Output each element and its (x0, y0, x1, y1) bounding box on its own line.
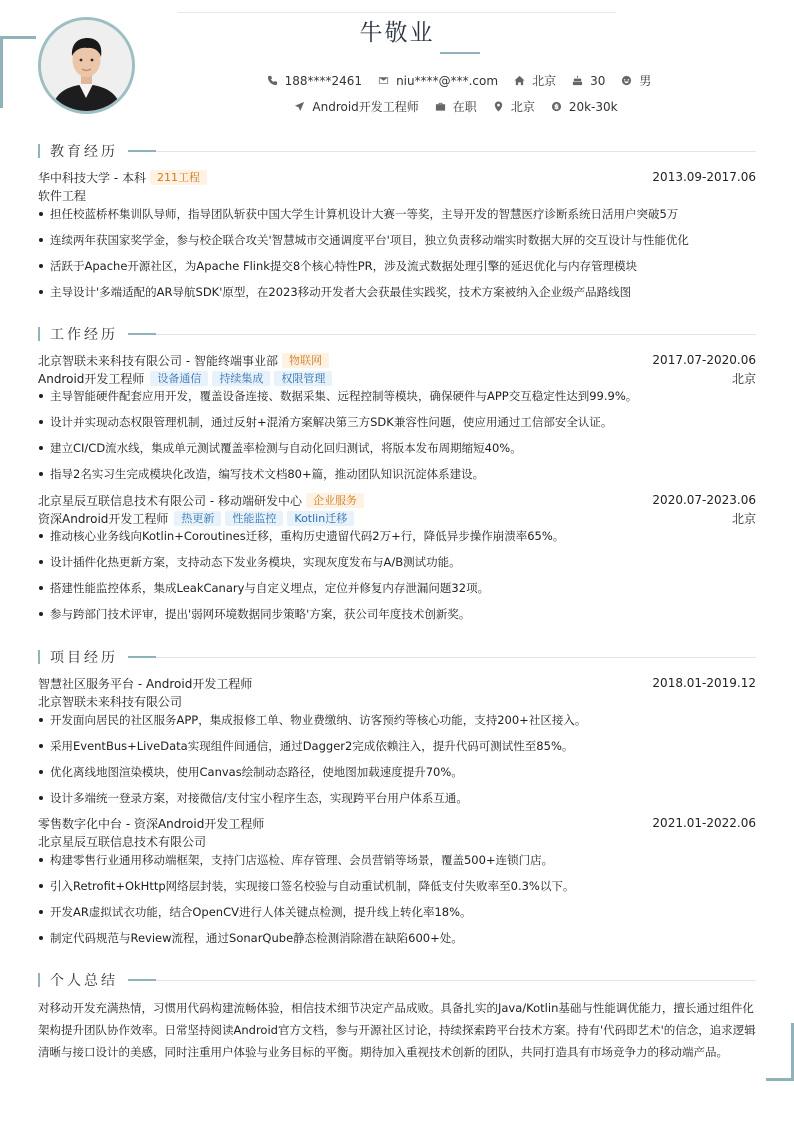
project-entry-2 (38, 814, 756, 957)
list-item: 活跃于Apache开源社区，为Apache Flink提交8个核心特性PR，涉及流式数据处理引擎的延迟优化与内存管理模块 (38, 259, 756, 285)
skill-tag: Kotlin迁移 (287, 511, 354, 526)
list-item: 连续两年获国家奖学金，参与校企联合攻关'智慧城市交通调度平台'项目，独立负责移动端实时数据大屏的交互设计与性能优化 (38, 233, 756, 259)
status-item (435, 98, 477, 115)
location-pin-icon (493, 101, 504, 112)
city-item (514, 72, 556, 89)
school-name: 华中科技大学 - 本科 (38, 170, 146, 185)
school-tag: 211工程 (150, 170, 207, 185)
name-underline (440, 52, 480, 54)
skill-tag: 持续集成 (212, 371, 270, 386)
skill-tag: 权限管理 (274, 371, 332, 386)
mail-icon (378, 75, 389, 86)
phone-icon (267, 75, 278, 86)
salary-text: 20k-30k (568, 99, 618, 114)
job-intent-row (0, 98, 794, 115)
project-header (38, 814, 756, 832)
section-label: 教育经历 (50, 144, 118, 160)
smiley-icon (621, 75, 632, 86)
company-name: 北京星辰互联信息技术有限公司 - 移动端研发中心 (38, 493, 302, 508)
list-item: 设计并实现动态权限管理机制，通过反射+混淆方案解决第三方SDK兼容性问题，使应用通过工信部安全认证。 (38, 415, 756, 441)
education-block (38, 168, 756, 311)
corner-decoration-bottom-right-h (766, 1078, 794, 1081)
education-major-row (38, 186, 756, 204)
age-item (572, 74, 605, 88)
list-item: 建立CI/CD流水线，集成单元测试覆盖率检测与自动化回归测试，将版本发布周期缩短40%。 (38, 441, 756, 467)
project-period: 2018.01-2019.12 (652, 676, 756, 690)
list-item: 开发AR虚拟试衣功能，结合OpenCV进行人体关键点检测，提升线上转化率18%。 (38, 905, 756, 931)
project-company: 北京星辰互联信息技术有限公司 (38, 834, 207, 849)
skill-tag: 性能监控 (225, 511, 283, 526)
section-label: 个人总结 (50, 973, 118, 989)
briefcase-icon (435, 101, 446, 112)
cake-icon (572, 75, 583, 86)
work-period: 2020.07-2023.06 (652, 493, 756, 507)
major: 软件工程 (38, 188, 87, 203)
list-item: 参与跨部门技术评审，提出'弱网环境数据同步策略'方案，获公司年度技术创新奖。 (38, 607, 756, 633)
section-label: 项目经历 (50, 650, 118, 666)
work-location: 北京 (731, 511, 756, 526)
list-item: 设计插件化热更新方案，支持动态下发业务模块，实现灰度发布与A/B测试功能。 (38, 555, 756, 581)
contact-row (0, 72, 794, 89)
section-accent-line (128, 656, 156, 658)
gender-text: 男 (639, 74, 652, 88)
project-header (38, 674, 756, 692)
list-item: 引入Retrofit+OkHttp网络层封装，实现接口签名校验与自动重试机制，降低支付失败率至0.3%以下。 (38, 879, 756, 905)
list-item: 优化离线地图渲染模块，使用Canvas绘制动态路径，使地图加载速度提升70%。 (38, 765, 756, 791)
project-company-row (38, 832, 756, 850)
work-entry-2 (38, 491, 756, 633)
work-role-row (38, 509, 756, 527)
work-location: 北京 (731, 371, 756, 386)
project-period: 2021.01-2022.06 (652, 816, 756, 830)
section-label: 工作经历 (50, 327, 118, 343)
project-company-row (38, 692, 756, 710)
section-bar (38, 327, 40, 341)
phone-item (267, 74, 362, 88)
work-header (38, 351, 756, 369)
section-bar (38, 144, 40, 158)
section-accent-line (128, 979, 156, 981)
target-city-text: 北京 (510, 100, 535, 114)
skill-tag: 热更新 (174, 511, 221, 526)
list-item: 主导设计'多端适配的AR导航SDK'原型，在2023移动开发者大会获最佳实践奖，技术方案被纳入企业级产品路线图 (38, 285, 756, 311)
section-divider (156, 980, 756, 981)
list-item: 开发面向居民的社区服务APP，集成报修工单、物业费缴纳、访客预约等核心功能，支持200+社区接入。 (38, 713, 756, 739)
industry-tag: 企业服务 (306, 493, 364, 508)
list-item: 主导智能硬件配套应用开发，覆盖设备连接、数据采集、远程控制等模块，确保硬件与APP交互稳定性达到99.9%。 (38, 389, 756, 415)
work-bullets (38, 389, 756, 493)
job-role: Android开发工程师 (38, 371, 145, 386)
education-header (38, 168, 756, 186)
work-period: 2017.07-2020.06 (652, 353, 756, 367)
list-item: 担任校蓝桥杯集训队导师，指导团队斩获中国大学生计算机设计大赛一等奖，主导开发的智慧医疗诊断系统日活用户突破5万 (38, 207, 756, 233)
age-text: 30 (590, 73, 606, 88)
education-bullets (38, 207, 756, 311)
send-icon (294, 101, 305, 112)
section-accent-line (128, 150, 156, 152)
section-accent-line (128, 333, 156, 335)
section-work-title (38, 324, 756, 344)
work-entry-1 (38, 351, 756, 493)
project-bullets (38, 853, 756, 957)
list-item: 构建零售行业通用移动端框架，支持门店巡检、库存管理、会员营销等场景，覆盖500+连锁门店。 (38, 853, 756, 879)
section-summary-title (38, 970, 756, 990)
work-header (38, 491, 756, 509)
job-role: 资深Android开发工程师 (38, 511, 169, 526)
list-item: 设计多端统一登录方案，对接微信/支付宝小程序生态，实现跨平台用户体系互通。 (38, 791, 756, 817)
home-icon (514, 75, 525, 86)
candidate-name: 牛敬业 (359, 20, 435, 46)
project-title: 智慧社区服务平台 - Android开发工程师 (38, 676, 253, 691)
work-role-row (38, 369, 756, 387)
target-city-item (493, 98, 535, 115)
list-item: 指导2名实习生完成模块化改造，编写技术文档80+篇，推动团队知识沉淀体系建设。 (38, 467, 756, 493)
work-bullets (38, 529, 756, 633)
phone-text: 188****2461 (284, 73, 363, 88)
status-text: 在职 (452, 100, 477, 114)
summary-text: 对移动开发充满热情，习惯用代码构建流畅体验，相信技术细节决定产品成败。具备扎实的Java/Kotlin基础与性能调优能力，擅长通过组件化架构提升团队协作效率。日常坚持阅读Android官方文档，参与开源社区讨论，持续探索跨平台技术方案。持有'代码即艺术'的信念，追求逻辑清晰与接口设计的美感，同时注重用户体验与业务目标的平衡。期待加入重视技术创新的团队，共同打造具有市场竞争力的移动端产品。 (38, 1001, 756, 1059)
section-divider (156, 657, 756, 658)
list-item: 制定代码规范与Review流程，通过SonarQube静态检测消除潜在缺陷600+处。 (38, 931, 756, 957)
list-item: 采用EventBus+LiveData实现组件间通信，通过Dagger2完成依赖注入，提升代码可测试性至85%。 (38, 739, 756, 765)
salary-item (551, 100, 618, 114)
list-item: 推动核心业务线向Kotlin+Coroutines迁移，重构历史遗留代码2万+行，降低异步操作崩溃率65%。 (38, 529, 756, 555)
project-company: 北京智联未来科技有限公司 (38, 694, 183, 709)
header-divider (178, 12, 616, 13)
skill-tag: 设备通信 (150, 371, 208, 386)
industry-tag: 物联网 (282, 353, 329, 368)
section-projects-title (38, 647, 756, 667)
city-text: 北京 (532, 74, 557, 88)
list-item: 搭建性能监控体系，集成LeakCanary与自定义埋点，定位并修复内存泄漏问题32项。 (38, 581, 756, 607)
section-bar (38, 973, 40, 987)
position-item (294, 98, 418, 115)
section-education-title (38, 141, 756, 161)
email-item (378, 74, 498, 88)
education-period: 2013.09-2017.06 (652, 170, 756, 184)
section-divider (156, 334, 756, 335)
gender-item (621, 72, 651, 89)
email-text: niu****@***.com (396, 73, 499, 88)
project-bullets (38, 713, 756, 817)
project-title: 零售数字化中台 - 资深Android开发工程师 (38, 816, 265, 831)
project-entry-1 (38, 674, 756, 817)
coin-icon (551, 101, 562, 112)
section-bar (38, 650, 40, 664)
company-name: 北京智联未来科技有限公司 - 智能终端事业部 (38, 353, 278, 368)
section-divider (156, 151, 756, 152)
position-text: Android开发工程师 (312, 100, 419, 114)
